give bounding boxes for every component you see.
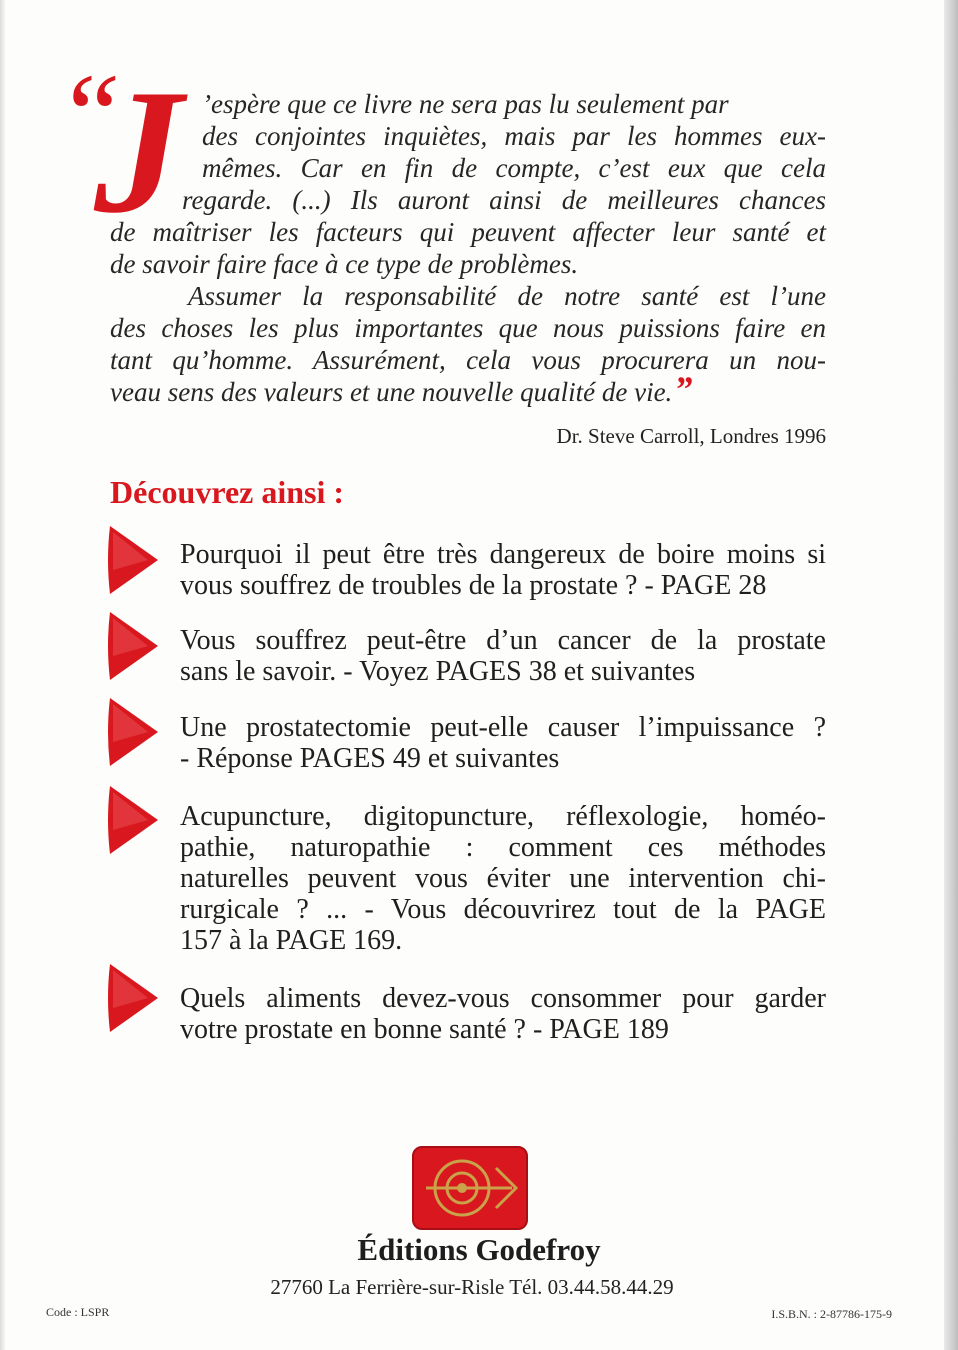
quote-attribution: Dr. Steve Carroll, Londres 1996 — [556, 424, 826, 448]
quote-close-mark: ” — [674, 369, 693, 409]
bullet-line: Acupuncture, digitopuncture, réflexologie, homéo- — [180, 801, 826, 832]
bullet-arrow-icon — [104, 606, 164, 686]
bullet-line: naturelles peuvent vous éviter une intervention chi- — [180, 863, 826, 894]
bullet-item — [180, 712, 826, 774]
bullet-line: Pourquoi il peut être très dangereux de boire moins si — [180, 539, 826, 570]
bullet-line: Quels aliments devez-vous consommer pour garder — [180, 983, 826, 1014]
bullet-arrow-icon — [104, 958, 164, 1038]
bullet-line: votre prostate en bonne santé ? - PAGE 189 — [180, 1014, 669, 1045]
quote-dropcap: J — [94, 52, 183, 250]
bullet-arrow-icon — [104, 520, 164, 600]
bullet-item — [180, 983, 826, 1045]
page-edge-left — [0, 0, 5, 1350]
publisher-address: 27760 La Ferrière-sur-Risle Tél. 03.44.58.44.29 — [270, 1275, 674, 1299]
quote-line: de maîtriser les facteurs qui peuvent affecter leur santé et — [110, 217, 826, 247]
quote-open-mark: “ — [56, 49, 110, 180]
bullet-line: vous souffrez de troubles de la prostate ? - PAGE 28 — [180, 570, 767, 601]
quote-line: de savoir faire face à ce type de problèmes. — [110, 249, 579, 279]
bullet-line: pathie, naturopathie : comment ces méthodes — [180, 832, 826, 863]
quote-line: tant qu’homme. Assurément, cela vous procurera un nou- — [110, 345, 826, 375]
publisher-name: Éditions Godefroy — [357, 1232, 601, 1267]
quote-line-last — [110, 369, 693, 409]
bullet-line: Vous souffrez peut-être d’un cancer de la prostate — [180, 625, 826, 656]
quote-line: veau sens des valeurs et une nouvelle qualité de vie. — [110, 377, 673, 407]
quote-line: regarde. (...) Ils auront ainsi de meilleures chances — [182, 185, 826, 215]
bullet-item — [180, 625, 826, 687]
quote-line: ’espère que ce livre ne sera pas lu seulement par — [202, 89, 729, 119]
bullet-arrow-icon — [104, 692, 164, 772]
quote-line: Assumer la responsabilité de notre santé est l’une — [188, 281, 826, 311]
bullet-line: - Réponse PAGES 49 et suivantes — [180, 743, 560, 774]
quote-line: mêmes. Car en fin de compte, c’est eux que cela — [202, 153, 826, 183]
bullet-arrow-icon — [104, 780, 164, 860]
publisher-logo-icon — [412, 1146, 528, 1230]
bullet-line: Une prostatectomie peut-elle causer l’impuissance ? — [180, 712, 826, 743]
bullet-item — [180, 539, 826, 601]
isbn-number: I.S.B.N. : 2-87786-175-9 — [771, 1307, 892, 1321]
bullet-item — [180, 801, 826, 956]
product-code: Code : LSPR — [46, 1305, 110, 1319]
quote-line: des conjointes inquiètes, mais par les hommes eux- — [202, 121, 826, 151]
quote-line: des choses les plus importantes que nous puissions faire en — [110, 313, 826, 343]
bullet-line: 157 à la PAGE 169. — [180, 925, 403, 956]
section-heading: Découvrez ainsi : — [110, 474, 345, 510]
bullet-line: sans le savoir. - Voyez PAGES 38 et suivantes — [180, 656, 696, 687]
bullet-line: rurgicale ? ... - Vous découvrirez tout de la PAGE — [180, 894, 826, 925]
page-edge-right — [944, 0, 958, 1350]
